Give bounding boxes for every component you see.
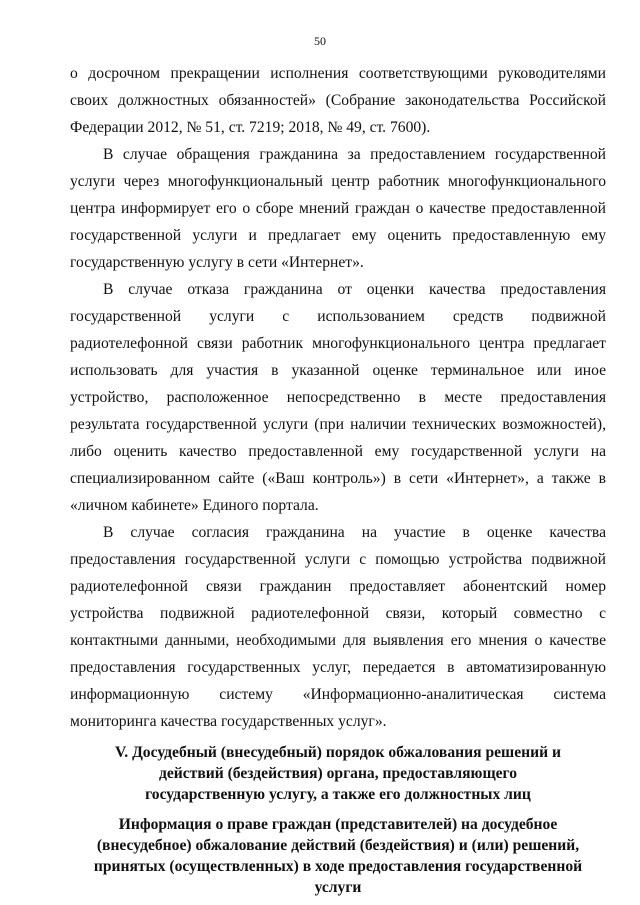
paragraph-consent: В случае согласия гражданина на участие в оценке качества предоставления государственной услуги с помощью устройства подвижной радиотелефонной связи гражданин предоставляет абонентский номер устройства подвижной радиотелефонной связи, который совместно с контактными данными, необходимыми для выявления его мнения о качестве предоставления государственных услуг, передается в автоматизированную информационную систему «Информационно-аналитическая система мониторинга качества государственных услуг». (70, 524, 606, 730)
paragraph-continuation: о досрочном прекращении исполнения соответствующими руководителями своих должностных обязанностей» (Собрание законодательства Российской Федерации 2012, № 51, ст. 7219; 2018, № 49, ст. 7600). (70, 65, 606, 136)
sub-heading: Информация о праве граждан (представителей) на досудебное (внесудебное) обжалование действий (бездействия) и (или) решений, принятых (осуществленных) в ходе предоставления государственной услуги (93, 816, 583, 896)
section-heading: V. Досудебный (внесудебный) порядок обжалования решений и действий (бездействия) органа, предоставляющего государственную услугу, а также его должностных лиц (115, 744, 561, 803)
paragraph-refusal: В случае отказа гражданина от оценки качества предоставления государственной услуги с использованием средств подвижной радиотелефонной связи работник многофункционального центра предлагает использовать для участия в указанной оценке терминальное или иное устройство, расположенное непосредственно в месте предоставления результата государственной услуги (при наличии технических возможностей), либо оценить качество предоставленной ему государственной услуги на специализированном сайте («Ваш контроль») в сети «Интернет», а также в «личном кабинете» Единого портала. (70, 281, 606, 514)
document-body (70, 60, 606, 898)
paragraph-mfc-inform: В случае обращения гражданина за предоставлением государственной услуги через многофункциональный центр работник многофункционального центра информирует его о сборе мнений граждан о качестве предоставленной государственной услуги и предлагает ему оценить предоставленную ему государственную услугу в сети «Интернет». (70, 146, 606, 271)
page-number: 50 (314, 34, 326, 48)
